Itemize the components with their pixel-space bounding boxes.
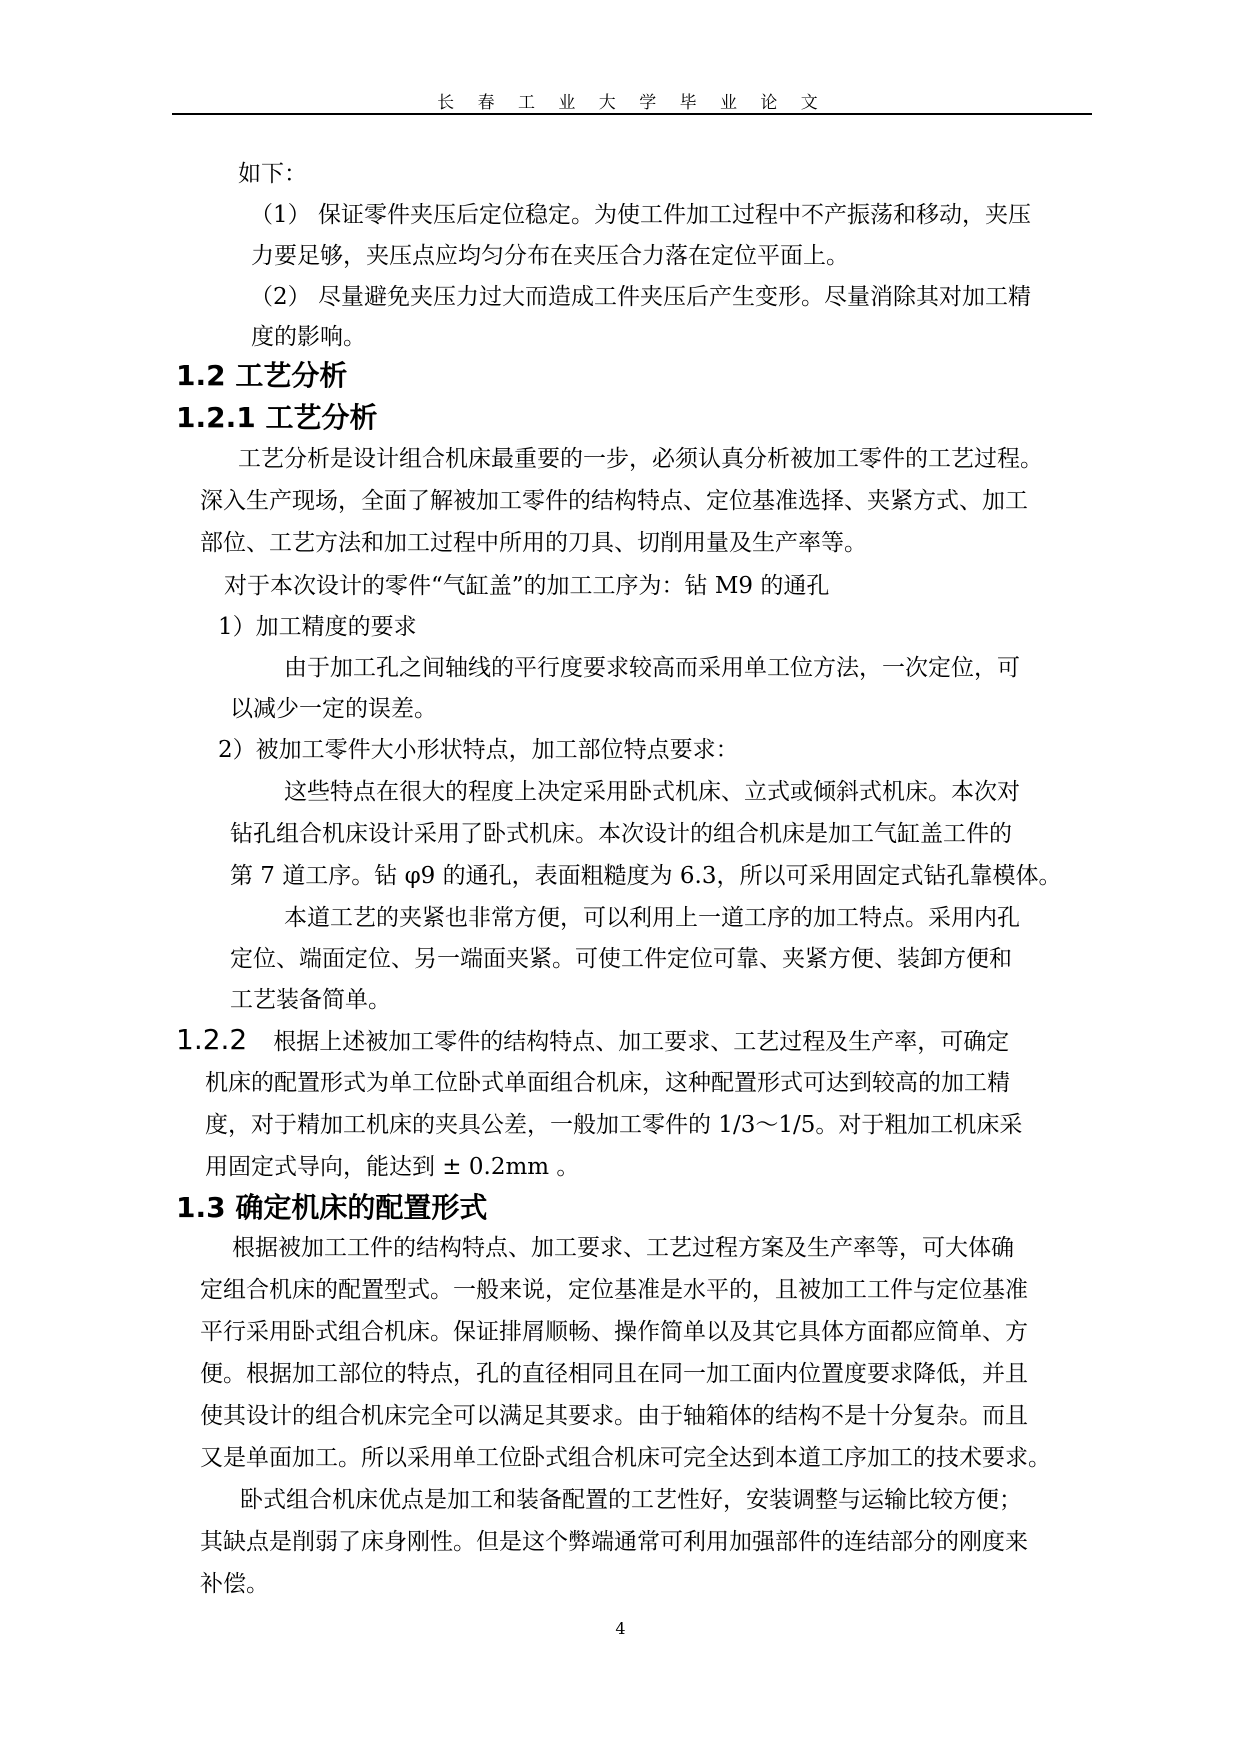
paragraph-line: 度，对于精加工机床的夹具公差，一般加工零件的 1/3～1/5。对于粗加工机床采 (205, 1112, 1023, 1138)
list-item-2-line: 度的影响。 (251, 324, 366, 350)
section-text: 根据上述被加工零件的结构特点、加工要求、工艺过程及生产率，可确定 (273, 1029, 1010, 1055)
list-item-heading: 1）加工精度的要求 (218, 614, 417, 640)
paragraph-line: 补偿。 (200, 1571, 269, 1597)
list-item-1-line: （1） 保证零件夹压后定位稳定。为使工件加工过程中不产振荡和移动，夹压 (250, 202, 1031, 228)
paragraph-line: 便。根据加工部位的特点，孔的直径相同且在同一加工面内位置度要求降低，并且 (200, 1361, 1028, 1387)
paragraph-line: 钻孔组合机床设计采用了卧式机床。本次设计的组合机床是加工气缸盖工件的 (230, 821, 1012, 847)
section-heading-1-3: 1.3 确定机床的配置形式 (176, 1191, 488, 1224)
header-divider (172, 113, 1092, 115)
list-item-1-line: 力要足够，夹压点应均匀分布在夹压合力落在定位平面上。 (251, 243, 849, 269)
paragraph-line: 用固定式导向，能达到 ± 0.2mm 。 (205, 1154, 580, 1180)
paragraph-line: 对于本次设计的零件“气缸盖”的加工工序为：钻 M9 的通孔 (224, 573, 830, 599)
paragraph-line: 第 7 道工序。钻 φ9 的通孔，表面粗糙度为 6.3，所以可采用固定式钻孔靠模体。 (230, 863, 1062, 889)
paragraph-line: 平行采用卧式组合机床。保证排屑顺畅、操作简单以及其它具体方面都应简单、方 (200, 1319, 1028, 1345)
paragraph-line: 深入生产现场，全面了解被加工零件的结构特点、定位基准选择、夹紧方式、加工 (200, 488, 1028, 514)
paragraph-line: 卧式组合机床优点是加工和装备配置的工艺性好，安装调整与运输比较方便； (240, 1487, 1022, 1513)
paragraph-line: 以减少一定的误差。 (230, 696, 437, 722)
paragraph-line: 本道工艺的夹紧也非常方便，可以利用上一道工序的加工特点。采用内孔 (284, 905, 1020, 931)
section-1-2-2-line (176, 1025, 1009, 1057)
paragraph-line: 又是单面加工。所以采用单工位卧式组合机床可完全达到本道工序加工的技术要求。 (200, 1445, 1051, 1471)
paragraph-line: 定组合机床的配置型式。一般来说，定位基准是水平的，且被加工工件与定位基准 (200, 1277, 1028, 1303)
paragraph-line: 使其设计的组合机床完全可以满足其要求。由于轴箱体的结构不是十分复杂。而且 (200, 1403, 1028, 1429)
list-item-2-line: （2） 尽量避免夹压力过大而造成工件夹压后产生变形。尽量消除其对加工精 (250, 284, 1031, 310)
paragraph-line: 定位、端面定位、另一端面夹紧。可使工件定位可靠、夹紧方便、装卸方便和 (230, 946, 1012, 972)
paragraph-line: 由于加工孔之间轴线的平行度要求较高而采用单工位方法，一次定位，可 (284, 655, 1020, 681)
paragraph-line: 工艺装备简单。 (230, 987, 391, 1013)
page-header-title: 长 春 工 业 大 学 毕 业 论 文 (437, 93, 827, 113)
paragraph-line: 如下： (238, 161, 307, 187)
page-number: 4 (615, 1619, 626, 1638)
section-number-1-2-2: 1.2.2 (176, 1023, 248, 1056)
list-item-heading: 2）被加工零件大小形状特点，加工部位特点要求： (218, 737, 739, 763)
paragraph-line: 机床的配置形式为单工位卧式单面组合机床，这种配置形式可达到较高的加工精 (205, 1070, 1010, 1096)
section-heading-1-2: 1.2 工艺分析 (176, 359, 348, 392)
paragraph-line: 其缺点是削弱了床身刚性。但是这个弊端通常可利用加强部件的连结部分的刚度来 (200, 1529, 1028, 1555)
section-heading-1-2-1: 1.2.1 工艺分析 (176, 401, 378, 434)
paragraph-line: 根据被加工工件的结构特点、加工要求、工艺过程方案及生产率等，可大体确 (232, 1235, 1014, 1261)
paragraph-line: 部位、工艺方法和加工过程中所用的刀具、切削用量及生产率等。 (200, 530, 867, 556)
paragraph-line: 工艺分析是设计组合机床最重要的一步，必须认真分析被加工零件的工艺过程。 (238, 446, 1043, 472)
paragraph-line: 这些特点在很大的程度上决定采用卧式机床、立式或倾斜式机床。本次对 (284, 779, 1020, 805)
